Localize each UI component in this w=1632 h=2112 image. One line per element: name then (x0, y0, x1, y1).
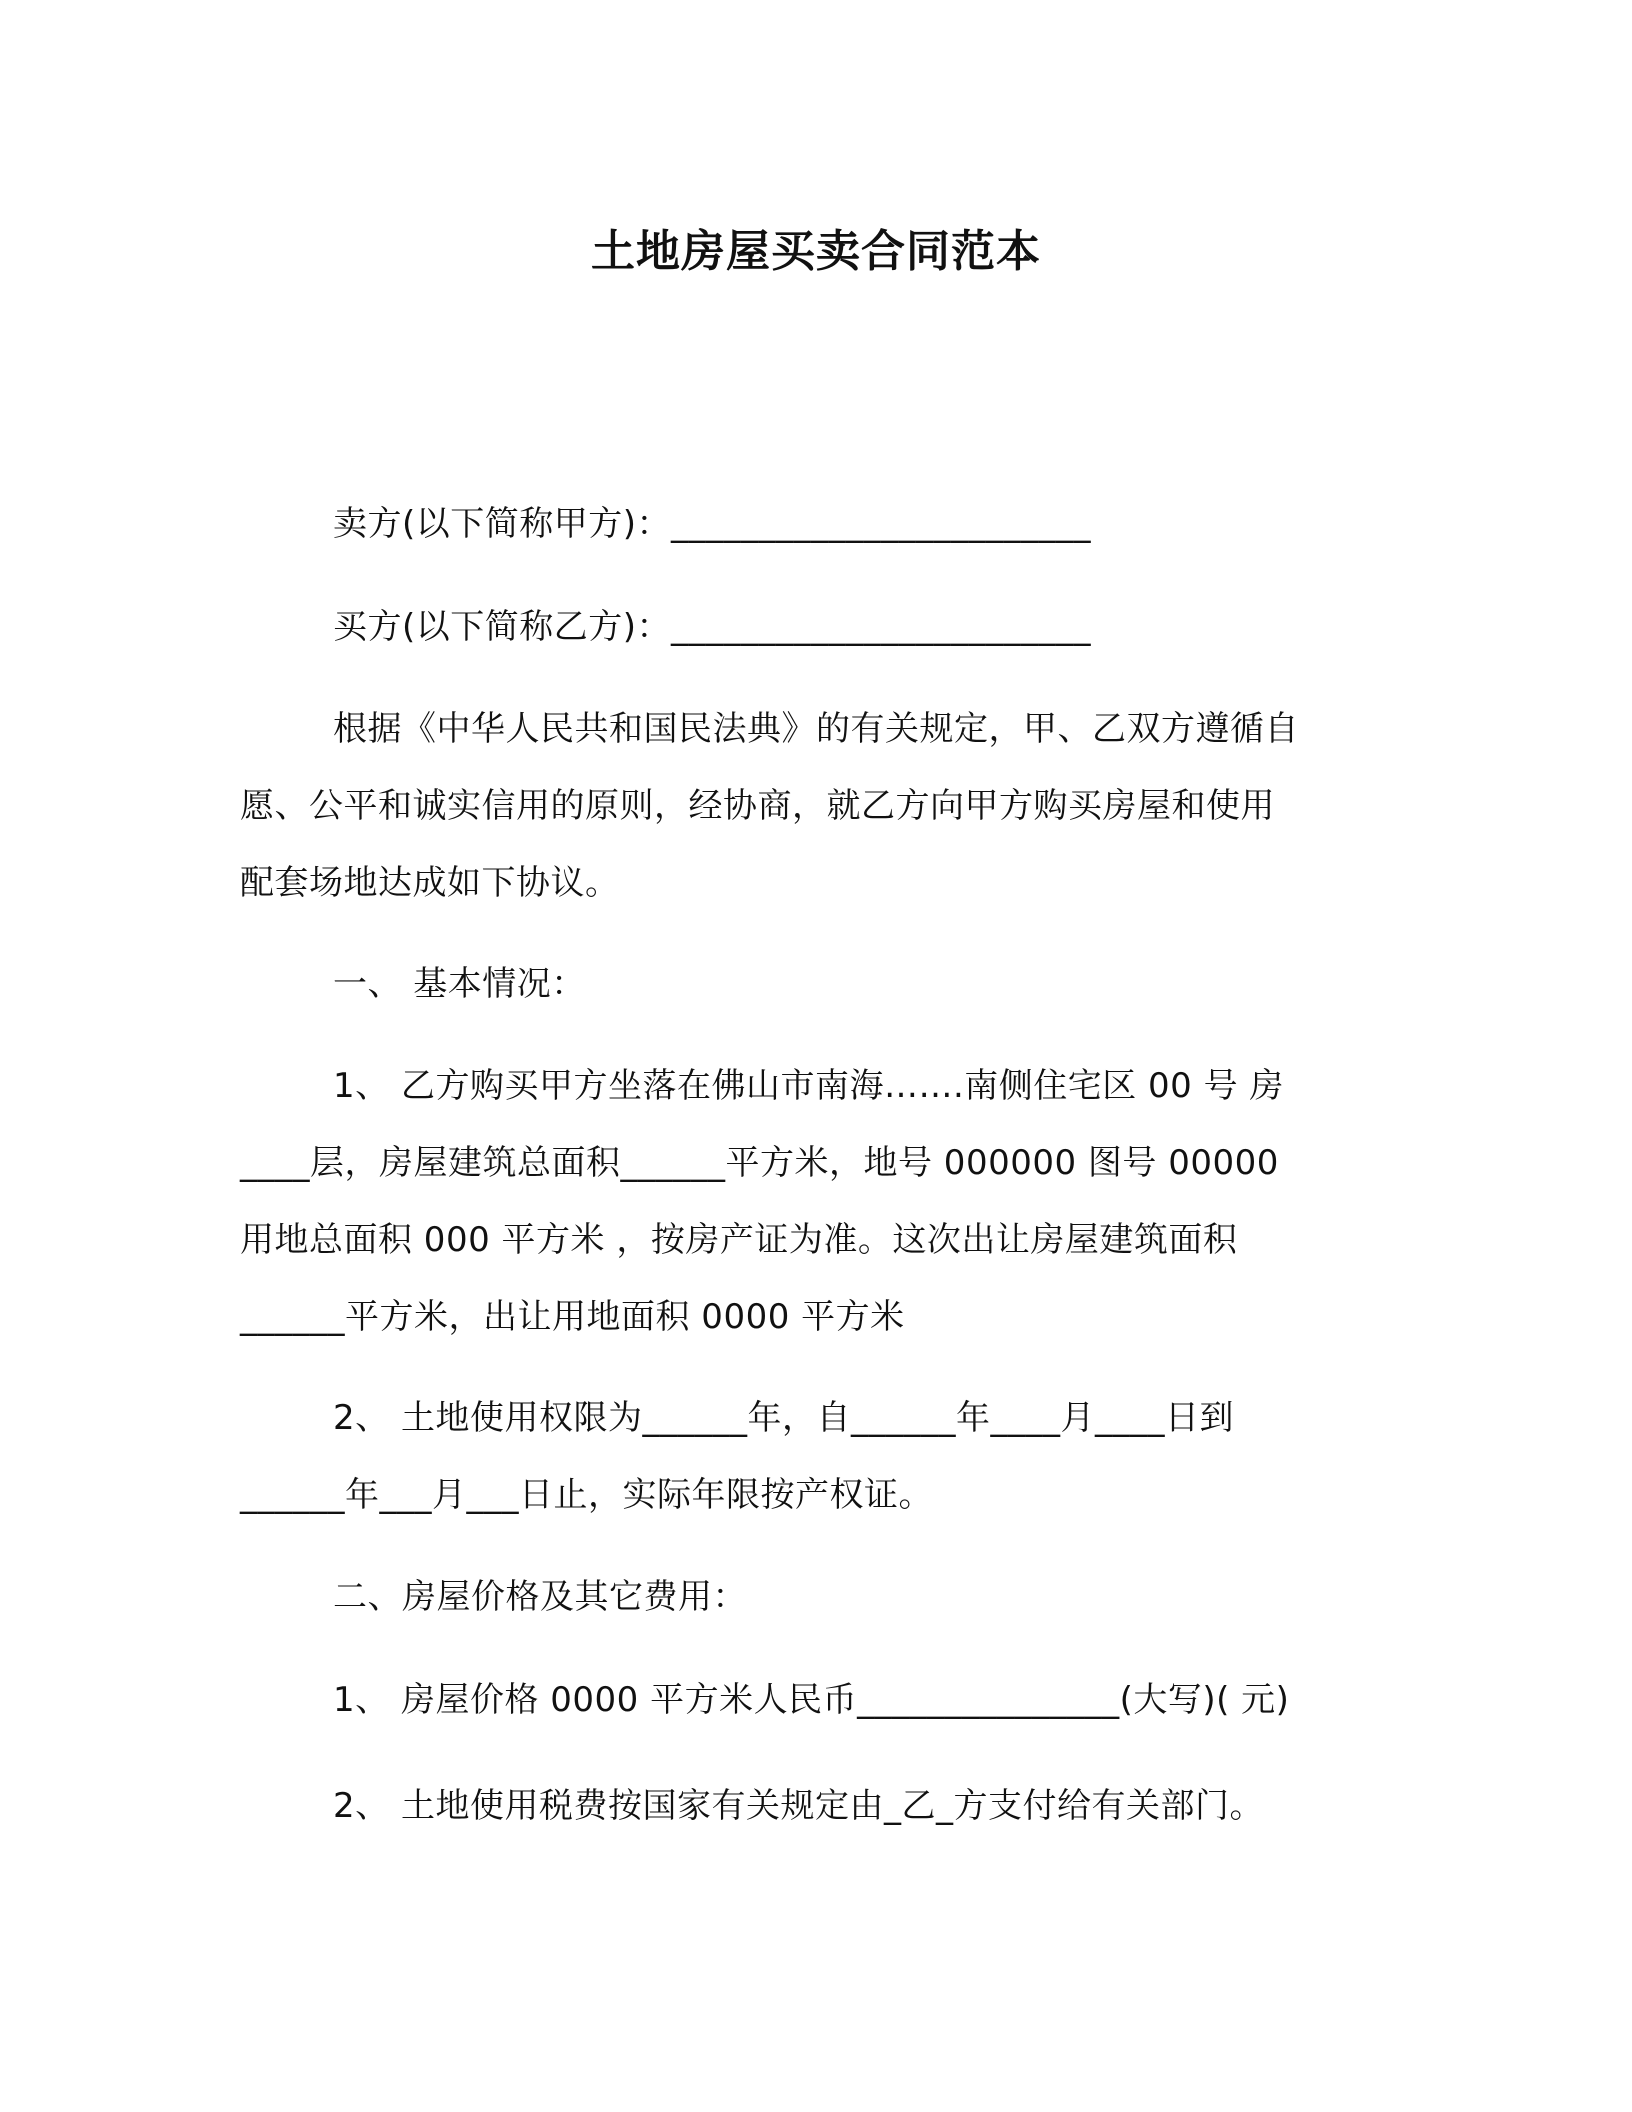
section1-item1-line-4: ______平方米，出让用地面积 0000 平方米 (240, 1297, 905, 1337)
section2-item2: 2、 土地使用税费按国家有关规定由_乙_方支付给有关部门。 (333, 1786, 1264, 1826)
section2-heading: 二、房屋价格及其它费用： (333, 1577, 747, 1617)
preamble-line-3: 配套场地达成如下协议。 (240, 863, 620, 903)
section1-item1-line-1: 1、 乙方购买甲方坐落在佛山市南海…….南侧住宅区 00 号 房 (333, 1066, 1284, 1106)
section1-item1-line-2: ____层，房屋建筑总面积______平方米，地号 000000 图号 00000 (240, 1143, 1279, 1183)
preamble-line-1: 根据《中华人民共和国民法典》的有关规定，甲、乙双方遵循自 (333, 709, 1299, 749)
section1-item2-line-2: ______年___月___日止，实际年限按产权证。 (240, 1475, 933, 1515)
section1-item2-line-1: 2、 土地使用权限为______年，自______年____月____日到 (333, 1398, 1234, 1438)
buyer-line: 买方(以下简称乙方)：________________________ (333, 607, 1092, 647)
seller-line: 卖方(以下简称甲方)：________________________ (333, 504, 1092, 544)
section2-item1: 1、 房屋价格 0000 平方米人民币_______________(大写)( 元) (333, 1680, 1290, 1720)
preamble-line-2: 愿、公平和诚实信用的原则，经协商，就乙方向甲方购买房屋和使用 (240, 786, 1275, 826)
document-title: 土地房屋买卖合同范本 (591, 226, 1041, 277)
section1-heading: 一、 基本情况： (333, 964, 586, 1004)
section1-item1-line-3: 用地总面积 000 平方米 ，按房产证为准。这次出让房屋建筑面积 (240, 1220, 1238, 1260)
